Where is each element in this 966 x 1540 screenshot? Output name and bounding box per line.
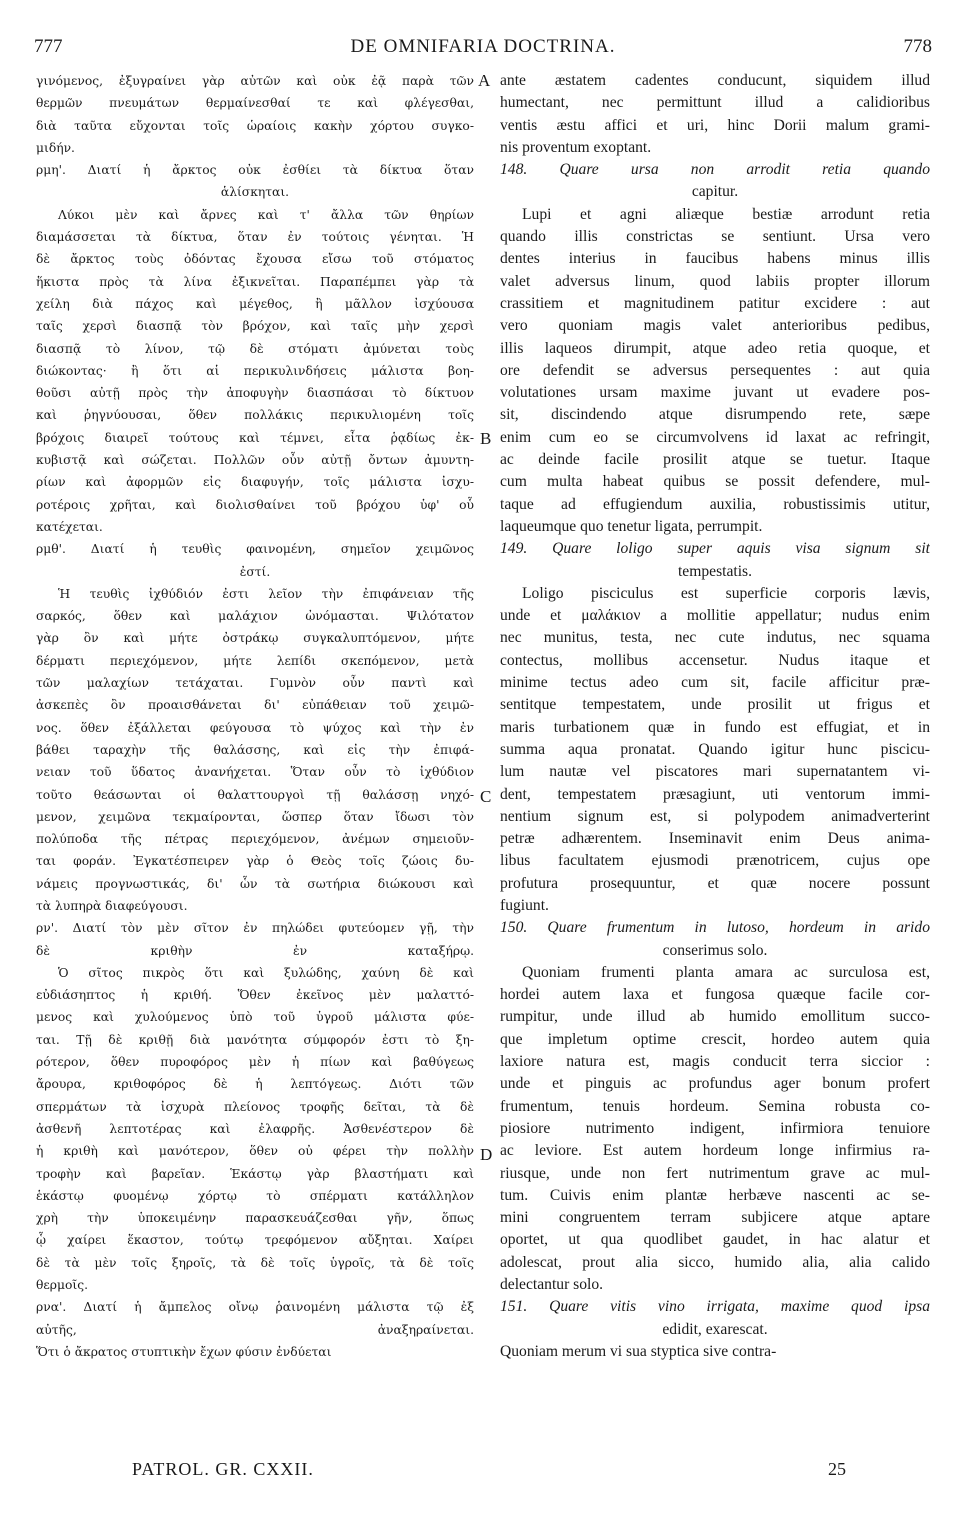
right-page-number: 778 <box>903 36 932 57</box>
greek-text-line: Ὅτι ὁ ἄκρατος στυπτικὴν ἔχων φύσιν ἐνδύεται <box>36 1344 332 1359</box>
latin-text-line: ac leviore. Est autem hordeum longe infirmius ra- <box>500 1142 930 1160</box>
greek-text-line: γὰρ ὂν καὶ μήτε ὀστράκῳ συγκαλυπτόμενον, μήτε <box>36 631 474 646</box>
footer-volume: PATROL. GR. CXXII. <box>132 1459 314 1479</box>
greek-text-line: διαμάσσεται τὰ δίκτυα, ὅταν ἐν τούτοις γένηται. Ἡ <box>36 230 474 245</box>
greek-text-line: διὰ ταῦτα εὔχονται τοῖς ὡραίοις κακὴν χόρτου συγκο- <box>36 118 474 133</box>
margin-marker-b: B <box>480 429 492 448</box>
greek-text-line: ρνα'. Διατί ἡ ἄμπελος οἴνῳ ῥαινομένη μάλιστα τῷ ἐξ <box>36 1300 474 1315</box>
greek-text-line: τῶν μαλαχίων τετάχαται. Γυμνὸν οὖν παντὶ καὶ <box>36 676 474 691</box>
latin-text-line: frumentum, tenuis hordeum. Semina robusta co- <box>500 1097 930 1115</box>
latin-text-line: humectant, nec permittunt illud a calidioribus <box>500 94 930 112</box>
greek-text-line: νάμεις προγνωστικάς, δι' ὧν τὰ σωτήρια διώκουσι καὶ <box>36 876 474 891</box>
latin-text-line: adolescat, prout alia sicco, humido alia, alia calido <box>500 1253 930 1271</box>
latin-text-line: laxiore natura est, magis conducit terra siccior : <box>500 1053 930 1071</box>
latin-text-line: hordei autem laxa et fungosa quæque facile cor- <box>500 986 930 1004</box>
greek-text-line: κατέχεται. <box>36 519 103 534</box>
page-footer <box>0 1459 966 1485</box>
latin-text-line: ore defendit se adversus persequentes : aut quia <box>500 361 930 379</box>
latin-text-line: mini congruentem terram subjicere atque aptare <box>500 1209 930 1227</box>
greek-text-line: ἀσκεπὲς ὂν προαισθάνεται δι' εὐπάθειαν τοῦ χειμῶ- <box>36 698 474 713</box>
latin-text-line: vero quoniam magis valet anterioribus pedibus, <box>500 317 930 335</box>
latin-text-line: laqueumque quo tenetur ligata, perrumpit. <box>500 517 763 535</box>
greek-text-line: Ὁ σῖτος πικρὸς ὅτι καὶ ξυλώδης, χαύνη δὲ καὶ <box>58 965 474 980</box>
greek-text-line: μενος καὶ χυλούμενος ὑπὸ τοῦ ὑγροῦ μάλιστα φύε- <box>36 1010 474 1025</box>
greek-text-line: τοῦτο θεάσωνται οἱ θαλαττουργοὶ τῇ θαλάσσῃ νηχό- <box>36 787 474 802</box>
greek-text-line: αὐτῆς, ἀναξηραίνεται. <box>36 1322 474 1337</box>
greek-text-line: ρμη'. Διατί ἡ ἄρκτος οὐκ ἐσθίει τὰ δίκτυα ὅταν <box>36 163 474 178</box>
latin-text-line: crassitiem et magnitudinem patitur excidere : aut <box>500 294 930 312</box>
latin-text-line: illis laqueos dirumpit, atque adeo retia quoque, et <box>500 339 930 357</box>
greek-text-line: βρόχοις διαιρεῖ τούτους καὶ τέμνει, εἶτα ῥᾳδίως ἐκ- <box>36 430 474 445</box>
latin-text-line: 148. Quare ursa non arrodit retia quando <box>500 161 930 179</box>
greek-text-line: δὲ ἄρκτος τοὺς ὀδόντας ἔχουσα εἴσω τοῦ στόματος <box>36 252 474 267</box>
greek-text-line: ταῖς χερσὶ διασπᾷ τὸν βρόχον, καὶ ταῖς μὴν χερσὶ <box>36 319 474 334</box>
greek-text-line: ται. Τῇ δὲ κριθῇ διὰ μανότητα σύμφορόν ἐστι τὸ ξη- <box>36 1032 474 1047</box>
greek-text-line: ἑκάστῳ φυομένῳ χόρτῳ τὸ σπέρματι κατάλληλον <box>36 1188 474 1203</box>
latin-text-line: nentium signum est, si polypodem animadverterint <box>500 807 930 825</box>
latin-text-line: 150. Quare frumentum in lutoso, hordeum in arido <box>500 919 930 937</box>
latin-text-line: tum. Cuivis enim plantæ herbæve nascenti ac se- <box>500 1186 930 1204</box>
latin-text-line: conserimus solo. <box>662 941 768 959</box>
footer-page-number: 25 <box>828 1459 846 1479</box>
greek-text-line: χείλη διὰ πάχος καὶ μέγεθος, ἢ μᾶλλον ἰσχύουσα <box>36 296 474 311</box>
latin-text-line: taque ad effugiendum auxilia, robustissimis utitur, <box>500 495 930 513</box>
latin-text-line: quando illis constrictas se sentiunt. Ursa vero <box>500 228 930 246</box>
latin-text-line: que impletum optime crescit, hordeo autem quia <box>500 1030 930 1048</box>
margin-marker-d: D <box>480 1145 493 1164</box>
greek-text-line: θοῦσι αὐτῇ πρὸς τὴν ἀποφυγὴν διασπάσαι τὸ δίκτυον <box>36 386 474 401</box>
greek-text-line: μιδήν. <box>36 140 75 155</box>
greek-text-line: πολύποδα τῆς πέτρας περιεχόμενον, ἀνέμων σημειοῦν- <box>36 832 474 847</box>
greek-text-line: θερμῶν πνευμάτων θερμαίνεσθαί τε καὶ φλέγεσθαι, <box>36 96 474 111</box>
latin-text-line: enim cum eo se circumvolvens id laxat ac refringit, <box>500 428 930 446</box>
latin-text-line: contectus, mollibus accensetur. Nudus itaque et <box>500 651 930 669</box>
greek-text-line: ται φοράν. Ἐγκατέσπειρεν γὰρ ὁ Θεὸς τοῖς ζώοις δυ- <box>36 854 474 869</box>
latin-text-line: dentes interius in faucibus habens minus illis <box>500 250 930 268</box>
greek-text-line: ἡ κριθὴ καὶ μανότερον, ὅθεν οὐ φέρει τὴν πολλὴν <box>36 1144 474 1159</box>
greek-text-line: ρίων καὶ ἀφορμῶν εἰς διαφυγήν, τοῖς μάλιστα ἰσχυ- <box>36 475 474 490</box>
greek-text-line: τὰ λυπηρὰ διαφεύγουσι. <box>36 898 188 913</box>
latin-text-line: petræ adhærentem. Inseminavit enim Deus anima- <box>500 830 930 848</box>
greek-text-line: ρν'. Διατί τὸν μὲν σῖτον ἐν πηλώδει φυτεύομεν γῇ, τὴν <box>36 921 474 936</box>
greek-text-line: κυβιστᾷ καὶ σώζεται. Πολλῶν οὖν αὐτῇ ὄντων ἀμυντη- <box>36 453 474 468</box>
latin-text-line: sentitque tempestatem, unde prosilit ut frigus et <box>500 696 930 714</box>
latin-text-line: capitur. <box>691 183 739 201</box>
greek-text-line: ρότερον, ὅθεν πυροφόρος μὲν ἡ πίων καὶ βαθύγεως <box>36 1055 474 1070</box>
greek-text-line: νος. ὅθεν ἐξάλλεται φεύγουσα τὸ ψύχος καὶ τὴν ἐν <box>36 720 474 735</box>
latin-text-line: minime tectus adeo cum sit, facile afficitur præ- <box>500 674 930 692</box>
greek-text-line: ροτέροις χρῆται, καὶ διολισθαίνει τοῦ βρόχου ὑφ' οὗ <box>36 497 474 512</box>
latin-text-line: rumpitur, unde illud ab humido emollitum succo- <box>500 1008 930 1026</box>
greek-text-line: βάθει ταραχὴν τῆς θαλάσσης, καὶ εἰς τὴν ἐπιφά- <box>36 742 474 757</box>
latin-text-line: ventis æstu affici et uri, hinc Dorii malum grami- <box>500 116 930 134</box>
latin-column <box>500 70 930 1363</box>
greek-text-line: ᾧ χαίρει ἕκαστον, τούτῳ τρεφόμενον αὔξηται. Χαίρει <box>36 1233 474 1248</box>
greek-text-line: σπερμάτων τὰ ἰσχυρὰ πλείονος τροφῆς δεῖται, τὰ δὲ <box>36 1099 474 1114</box>
greek-text-line: Λύκοι μὲν καὶ ἄρνες καὶ τ' ἄλλα τῶν θηρίων <box>58 207 474 222</box>
left-page-number: 777 <box>34 36 63 57</box>
greek-text-line: ἄρουρα, κριθοφόρος δὲ ἡ λεπτόγεως. Διότι τῶν <box>36 1077 474 1092</box>
latin-text-line: profutura prosequuntur, et quæ nocere possunt <box>500 874 930 892</box>
greek-text-line: διασπᾷ τὸ λίνον, τῷ δὲ στόματι ἀμύνεται τοὺς <box>36 341 474 356</box>
latin-text-line: Quoniam merum vi sua styptica sive contra- <box>500 1342 777 1360</box>
greek-text-line: σαρκός, ὅθεν καὶ μαλάχιον ὠνόμασται. Ψιλότατον <box>36 609 474 624</box>
greek-text-line: δὲ κριθὴν ἐν καταξήρῳ. <box>36 943 474 958</box>
running-title: DE OMNIFARIA DOCTRINA. <box>350 36 616 57</box>
latin-text-line: ac deinde facile prosilit atque se tuetur. Itaque <box>500 451 930 469</box>
latin-text-line: lum nautæ vel piscatores mari supernatantem vi- <box>500 763 930 781</box>
greek-text-line: θερμοῖς. <box>36 1278 89 1293</box>
latin-text-line: nis proventum exoptant. <box>500 138 652 156</box>
latin-text-line: unde et pinguis ac profundus ager bonum profert <box>500 1075 930 1093</box>
latin-text-line: volutationes ursam maxime juvant ut evadere pos- <box>500 384 930 402</box>
latin-text-line: unde et μαλάκιον a mollitie appellatur; nudus enim <box>500 607 930 625</box>
latin-text-line: Quoniam frumenti planta amara ac surculosa est, <box>522 963 930 981</box>
greek-text-line: νειαν τοῦ ὕδατος ἀνανήχεται. Ὅταν οὖν τὸ ἰχθύδιον <box>36 765 474 780</box>
latin-text-line: cum multa habeat quibus se possit defendere, mul- <box>500 473 930 491</box>
latin-text-line: riusque, unde non fert nutrimentum grave ac mul- <box>500 1164 930 1182</box>
greek-text-line: χρὴ τὴν ὑποκειμένην παρασκευάζεσθαι γῆν, ὅπως <box>36 1211 474 1226</box>
greek-text-line: ἥκιστα πρὸς τὰ λίνα ἐξικνεῖται. Παραπέμπει γὰρ τὰ <box>36 274 474 289</box>
latin-text-line: Lupi et agni aliæque bestiæ arrodunt retia <box>522 205 930 223</box>
margin-marker-c: C <box>480 787 492 806</box>
greek-text-line: εὐδιάσηπτος ἡ κριθή. Ὅθεν ἐκεῖνος μὲν μαλαττό- <box>36 988 474 1003</box>
latin-text-line: Loligo pisciculus est superficie corporis lævis, <box>522 584 930 602</box>
latin-text-line: 149. Quare loligo super aquis visa signum sit <box>500 540 930 558</box>
latin-text-line: nec munitus, testa, nec cute indutus, nec squama <box>500 629 930 647</box>
greek-text-line: διώκοντας· ἢ ὅτι αἱ περικυλινδήσεις μάλιστα βοη- <box>36 363 474 378</box>
latin-text-line: dent, tempestatem præsagiunt, uti ventorum immi- <box>500 785 930 803</box>
latin-text-line: libus facultatem ejusmodi prænotricem, cujus ope <box>500 852 930 870</box>
page-header <box>34 36 932 62</box>
latin-text-line: valet adversus linum, quod labiis propter illorum <box>500 272 930 290</box>
greek-text-line: δὲ τὰ μὲν τοῖς ξηροῖς, τὰ δὲ τοῖς ὑγροῖς, τὰ δὲ τοῖς <box>36 1255 474 1270</box>
latin-text-line: sit, discindendo atque disrumpendo rete, sæpe <box>500 406 930 424</box>
latin-text-line: maris turbationem quæ in fundo est effugiat, et in <box>500 718 930 736</box>
greek-column <box>36 70 474 1363</box>
greek-text-line: καὶ ῥηγνύουσαι, ὅθεν πολλάκις περικυλιομένη τοῖς <box>36 408 474 423</box>
greek-text-line: μενον, χειμῶνα τεκμαίρονται, ὥσπερ ὅταν ἴδωσι τὸν <box>36 809 474 824</box>
greek-text-line: ρμθ'. Διατί ἡ τευθὶς φαινομένη, σημεῖον χειμῶνος <box>36 542 474 557</box>
greek-text-line: Ἡ τευθὶς ἰχθύδιόν ἐστι λεῖον τὴν ἐπιφάνειαν τῆς <box>58 586 474 601</box>
greek-text-line: ἐστί. <box>239 564 271 579</box>
latin-text-line: ante æstatem cadentes conducunt, siquidem illud <box>500 72 930 89</box>
latin-text-line: piosiore nutrimento indigent, infirmiora tenuiore <box>500 1119 930 1137</box>
greek-text-line: γινόμενος, ἐξυγραίνει γὰρ αὐτῶν καὶ οὐκ ἐᾷ παρὰ τῶν <box>36 74 474 88</box>
latin-text-line: fugiunt. <box>500 896 549 914</box>
latin-text-line: oportet, ut qua quodlibet gaudet, in hac alatur et <box>500 1231 930 1249</box>
latin-text-line: edidit, exarescat. <box>662 1320 768 1338</box>
latin-text-line: delectantur solo. <box>500 1276 604 1294</box>
latin-text-line: tempestatis. <box>677 562 753 580</box>
latin-text-line: summa aqua pronatat. Quando igitur hunc piscicu- <box>500 740 930 758</box>
margin-marker-a: A <box>478 71 491 90</box>
greek-text-line: τροφὴν καὶ βαρεῖαν. Ἑκάστῳ γὰρ βλαστήματι καὶ <box>36 1166 474 1181</box>
greek-text-line: ἀσθενῆ λεπτοτέρας καὶ ἐλαφρῆς. Ἀσθενέστερον δὲ <box>36 1121 474 1136</box>
greek-text-line: δέρματι περιεχόμενον, μήτε λεπίδι σκεπόμενον, μετὰ <box>36 653 474 668</box>
greek-text-line: ἁλίσκηται. <box>220 185 290 200</box>
latin-text-line: 151. Quare vitis vino irrigata, maxime quod ipsa <box>500 1298 930 1316</box>
